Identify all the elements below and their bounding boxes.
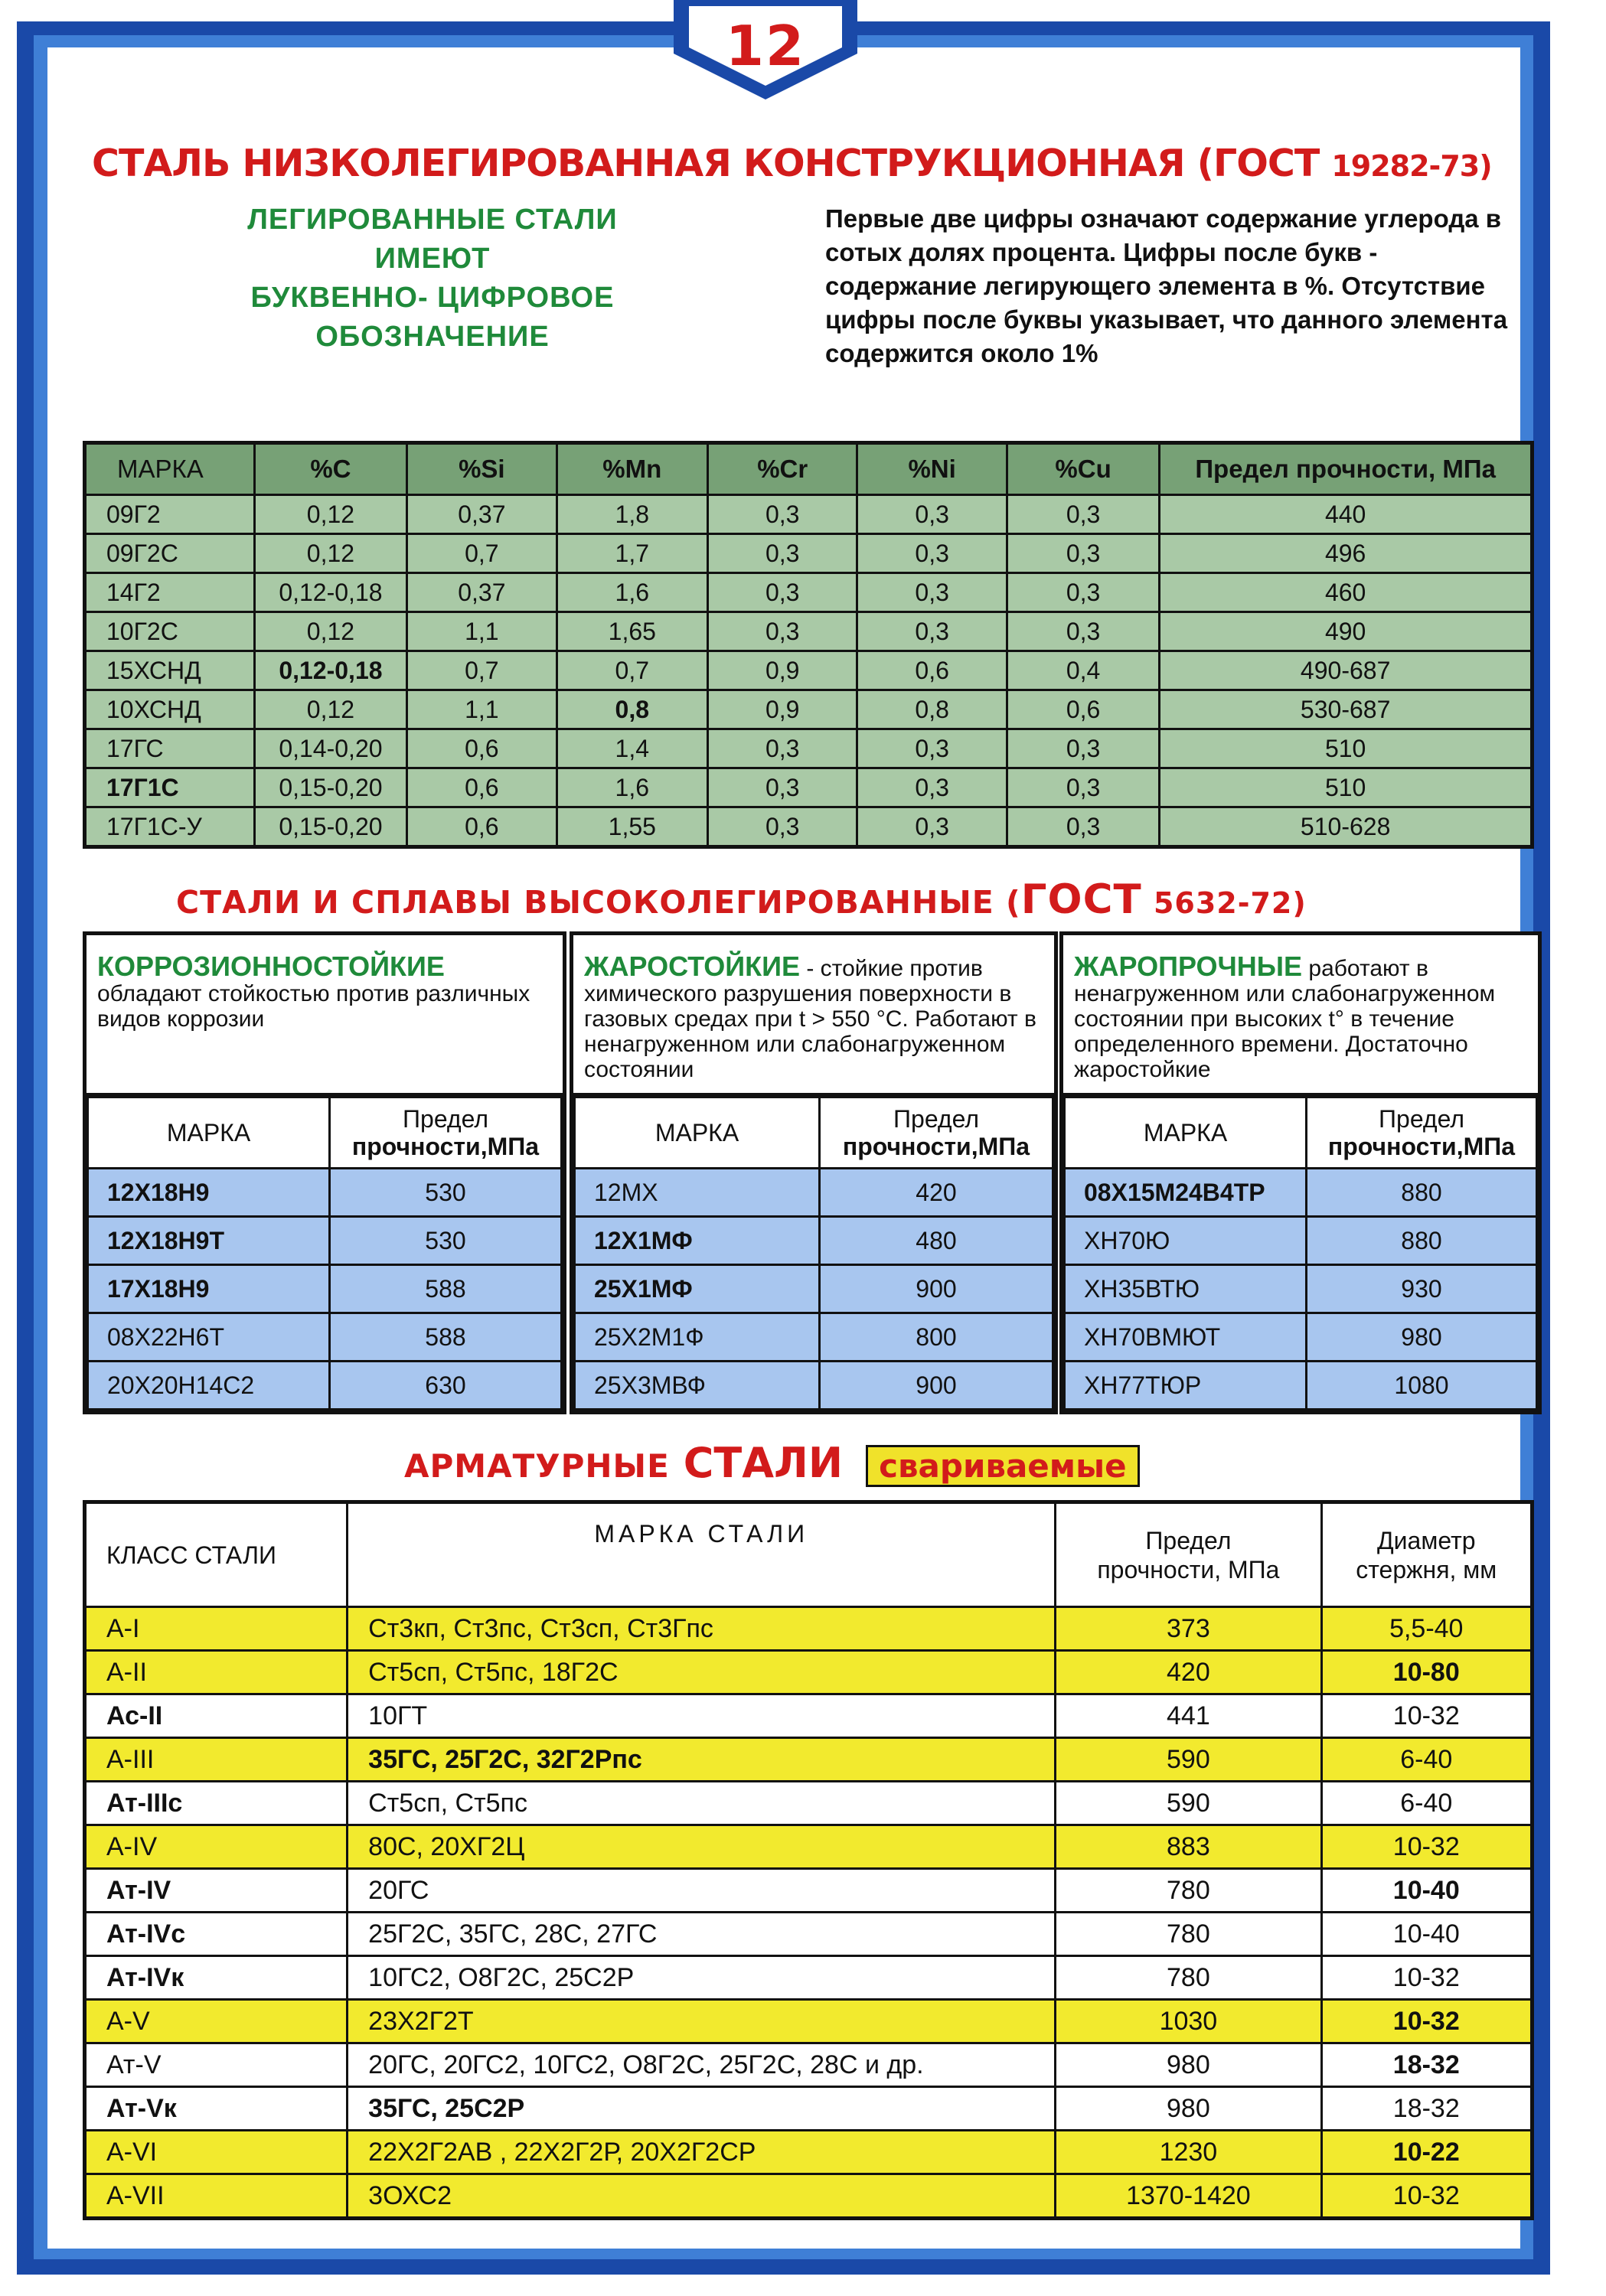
steel-class-cell: A-VI [85,2131,348,2174]
value-cell: 0,3 [857,534,1007,573]
strength-label-line1: Предел [403,1105,488,1133]
value-cell: 1,7 [557,534,707,573]
diameter-cell: 5,5-40 [1321,1607,1532,1651]
value-cell: 0,3 [708,768,857,807]
rebar-section-title [404,1439,1140,1487]
table-row [85,495,1533,534]
table-row [85,1651,1533,1694]
value-cell: 510 [1160,768,1533,807]
high-alloy-section-title [176,876,1606,923]
low-alloy-table-body [85,495,1533,847]
value-cell: 1,1 [407,690,557,729]
col-header: %Mn [557,443,707,495]
weldable-label: свариваемые [866,1445,1140,1487]
title-text: СТАЛЬ НИЗКОЛЕГИРОВАННАЯ КОНСТРУКЦИОННАЯ (ГОСТ [92,142,1320,185]
strength-cell: 900 [820,1265,1053,1313]
value-cell: 0,3 [857,612,1007,651]
steel-mark-cell: 12МХ [575,1169,820,1217]
col-header-diameter [1321,1502,1532,1607]
steel-mark-cell: ХН70Ю [1065,1217,1307,1265]
value-cell: 0,3 [708,612,857,651]
value-cell: 1,65 [557,612,707,651]
panel-keyword: ЖАРОСТОЙКИЕ [584,951,801,982]
corrosion-resistant-panel [83,931,566,1414]
steel-grade-cell: Ст5сп, Ст5пс [348,1782,1056,1825]
steel-grade-cell: 10ГТ [348,1694,1056,1738]
green-line: БУКВЕННО- ЦИФРОВОЕ [250,282,615,314]
panel-body [88,1169,562,1410]
value-cell: 0,37 [407,573,557,612]
diameter-cell: 6-40 [1321,1738,1532,1782]
steel-grade-cell: Ст3кп, Ст3пс, Ст3сп, Ст3Гпс [348,1607,1056,1651]
panel-header-row [1065,1097,1537,1169]
col-header-strength [1307,1097,1537,1169]
value-cell: 496 [1160,534,1533,573]
value-cell: 510 [1160,729,1533,768]
value-cell: 0,8 [557,690,707,729]
strength-cell: 530 [330,1217,562,1265]
value-cell: 0,37 [407,495,557,534]
value-cell: 0,12 [254,690,406,729]
steel-mark-cell: 09Г2 [85,495,255,534]
value-cell: 0,8 [857,690,1007,729]
strength-label-line1: Предел [893,1105,979,1133]
table-row [85,768,1533,807]
panel-description-text: - стойкие против химического разрушения поверхности в газовых средах при t > 550 °С. Работают в ненагруженном или слабонагруженном состоянии [584,956,1036,1082]
strength-cell: 880 [1307,1169,1537,1217]
low-alloy-steel-table [83,441,1534,849]
table-row [575,1313,1053,1362]
steel-mark-cell: 25Х1МФ [575,1265,820,1313]
table-row [85,1607,1533,1651]
value-cell: 0,4 [1007,651,1159,690]
steel-mark-cell: 14Г2 [85,573,255,612]
value-cell: 1,8 [557,495,707,534]
value-cell: 0,6 [857,651,1007,690]
col-header: Предел прочности, МПа [1160,443,1533,495]
green-line: ОБОЗНАЧЕНИЕ [315,321,550,353]
value-cell: 0,3 [708,573,857,612]
steel-grade-cell: 3ОХС2 [348,2174,1056,2219]
diameter-cell: 10-32 [1321,1694,1532,1738]
value-cell: 0,6 [407,768,557,807]
col-header-mark: МАРКА [88,1097,330,1169]
value-cell: 0,3 [857,573,1007,612]
strength-cell: 980 [1056,2087,1321,2131]
strength-cell: 588 [330,1265,562,1313]
table-row [88,1169,562,1217]
value-cell: 0,6 [407,807,557,847]
col-header: %Cu [1007,443,1159,495]
value-cell: 1,1 [407,612,557,651]
diameter-cell: 10-32 [1321,2000,1532,2043]
table-row [85,807,1533,847]
diameter-cell: 10-80 [1321,1651,1532,1694]
steel-class-cell: Ат-Vк [85,2087,348,2131]
strength-label-line2: прочности,МПа [842,1133,1030,1160]
designation-note: Первые две цифры означают содержание углерода в сотых долях процента. Цифры после букв - содержание легирующего элемента в %. Отсутствие цифры после буквы указывает, что данного элемента содержится около 1% [825,204,1508,367]
value-cell: 1,4 [557,729,707,768]
value-cell: 0,7 [557,651,707,690]
table-row [85,1913,1533,1956]
col-header-strength [820,1097,1053,1169]
table-row [575,1362,1053,1410]
table-row [85,651,1533,690]
table-row [85,1825,1533,1869]
panel-keyword: КОРРОЗИОННОСТОЙКИЕ [97,951,445,982]
panel-keyword: ЖАРОПРОЧНЫЕ [1074,951,1303,982]
strength-label-line2: прочности,МПа [351,1133,540,1160]
diameter-cell: 18-32 [1321,2087,1532,2131]
page-number: 12 [725,14,806,78]
value-cell: 0,3 [708,534,857,573]
title-gost-number: 19282-73) [1331,149,1492,183]
value-cell: 0,3 [708,807,857,847]
panel-body [1065,1169,1537,1410]
value-cell: 0,3 [1007,534,1159,573]
strength-label-line1: Предел [1379,1105,1464,1133]
steel-mark-cell: 09Г2С [85,534,255,573]
strength-cell: 530 [330,1169,562,1217]
value-cell: 460 [1160,573,1533,612]
strength-label-line2: прочности,МПа [1327,1133,1516,1160]
value-cell: 0,9 [708,690,857,729]
steel-mark-cell: ХН70ВМЮТ [1065,1313,1307,1362]
strength-cell: 590 [1056,1738,1321,1782]
strength-cell: 980 [1056,2043,1321,2087]
panel-description [1063,935,1538,1096]
panel-description [573,935,1054,1096]
diameter-cell: 18-32 [1321,2043,1532,2087]
value-cell: 440 [1160,495,1533,534]
table-row [85,2000,1533,2043]
strength-cell: 373 [1056,1607,1321,1651]
value-cell: 0,7 [407,651,557,690]
table-row [1065,1265,1537,1313]
table-row [85,729,1533,768]
value-cell: 0,6 [1007,690,1159,729]
steel-class-cell: A-VII [85,2174,348,2219]
strength-cell: 420 [820,1169,1053,1217]
value-cell: 0,9 [708,651,857,690]
steel-mark-cell: 17Г1С-У [85,807,255,847]
col-header: %Ni [857,443,1007,495]
col-header: МАРКА [85,443,255,495]
steel-mark-cell: 17Г1С [85,768,255,807]
table-row [575,1169,1053,1217]
strength-cell: 588 [330,1313,562,1362]
table-row [575,1265,1053,1313]
steel-class-cell: Ат-V [85,2043,348,2087]
table-row [85,1694,1533,1738]
value-cell: 0,3 [1007,768,1159,807]
steel-grade-cell: 20ГС, 20ГС2, 10ГС2, О8Г2С, 25Г2С, 28С и др. [348,2043,1056,2087]
diameter-cell: 10-32 [1321,1825,1532,1869]
rebar-title-b: СТАЛИ [683,1439,844,1487]
value-cell: 530-687 [1160,690,1533,729]
strength-label-line1: Предел [1145,1526,1232,1554]
value-cell: 0,3 [1007,807,1159,847]
value-cell: 510-628 [1160,807,1533,847]
page-title [92,142,1546,185]
green-line: ИМЕЮТ [374,243,491,275]
strength-label-line2: прочности, МПа [1097,1555,1280,1583]
steel-mark-cell: 12Х18Н9Т [88,1217,330,1265]
steel-class-cell: Ат-IV [85,1869,348,1913]
steel-class-cell: Ат-IIIc [85,1782,348,1825]
col-header-mark: МАРКА [575,1097,820,1169]
table-row [88,1362,562,1410]
steel-mark-cell: 17Х18Н9 [88,1265,330,1313]
steel-mark-cell: ХН35ВТЮ [1065,1265,1307,1313]
value-cell: 0,15-0,20 [254,768,406,807]
table-row [88,1265,562,1313]
diameter-cell: 10-40 [1321,1913,1532,1956]
diameter-label-line1: Диаметр [1377,1526,1476,1554]
steel-mark-cell: 08Х22Н6Т [88,1313,330,1362]
value-cell: 0,3 [708,729,857,768]
table-row [85,1738,1533,1782]
value-cell: 0,12-0,18 [254,651,406,690]
diameter-cell: 10-40 [1321,1869,1532,1913]
table-row [85,2174,1533,2219]
value-cell: 1,6 [557,573,707,612]
table-row [85,2131,1533,2174]
strength-cell: 1370-1420 [1056,2174,1321,2219]
steel-mark-cell: 10ХСНД [85,690,255,729]
col-header-class: КЛАСС СТАЛИ [85,1502,348,1607]
diameter-cell: 10-32 [1321,1956,1532,2000]
steel-grade-cell: 10ГС2, О8Г2С, 25С2Р [348,1956,1056,2000]
value-cell: 0,12 [254,612,406,651]
strength-cell: 441 [1056,1694,1321,1738]
strength-cell: 883 [1056,1825,1321,1869]
steel-grade-cell: 35ГС, 25Г2С, 32Г2Рпс [348,1738,1056,1782]
value-cell: 0,3 [857,729,1007,768]
table-row [85,1956,1533,2000]
section2-title-number: 5632-72) [1153,886,1307,920]
strength-cell: 930 [1307,1265,1537,1313]
green-line: ЛЕГИРОВАННЫЕ СТАЛИ [247,204,618,236]
strength-cell: 780 [1056,1913,1321,1956]
value-cell: 0,14-0,20 [254,729,406,768]
steel-grade-cell: 25Г2С, 35ГС, 28С, 27ГС [348,1913,1056,1956]
value-cell: 1,6 [557,768,707,807]
value-cell: 0,3 [857,768,1007,807]
value-cell: 0,3 [708,495,857,534]
panel-description [87,935,563,1096]
steel-mark-cell: 12Х1МФ [575,1217,820,1265]
steel-mark-cell: 10Г2С [85,612,255,651]
table-row [1065,1169,1537,1217]
table-row [88,1313,562,1362]
table-row [1065,1313,1537,1362]
strength-cell: 880 [1307,1217,1537,1265]
col-header: %C [254,443,406,495]
steel-mark-cell: 25Х2М1Ф [575,1313,820,1362]
alloy-designation-heading [184,201,681,357]
steel-mark-cell: 15ХСНД [85,651,255,690]
steel-grade-cell: 23Х2Г2Т [348,2000,1056,2043]
rebar-header-row [85,1502,1533,1607]
steel-class-cell: Ат-IVc [85,1913,348,1956]
steel-class-cell: A-II [85,1651,348,1694]
table-row [85,573,1533,612]
steel-grade-cell: 80С, 20ХГ2Ц [348,1825,1056,1869]
table-row [85,690,1533,729]
strength-cell: 900 [820,1362,1053,1410]
strength-cell: 480 [820,1217,1053,1265]
steel-mark-cell: 08Х15М24В4ТР [1065,1169,1307,1217]
value-cell: 0,6 [407,729,557,768]
heat-resistant-panel [570,931,1058,1414]
steel-mark-cell: 12Х18Н9 [88,1169,330,1217]
panel-header-row [88,1097,562,1169]
panel-table [1063,1096,1538,1411]
steel-class-cell: A-V [85,2000,348,2043]
rebar-title-a: АРМАТУРНЫЕ [404,1447,670,1485]
table-row [85,2087,1533,2131]
col-header-strength [330,1097,562,1169]
value-cell: 0,3 [857,807,1007,847]
diameter-label-line2: стержня, мм [1356,1555,1497,1583]
table-row [85,1869,1533,1913]
strength-cell: 800 [820,1313,1053,1362]
steel-class-cell: Ас-II [85,1694,348,1738]
value-cell: 0,12 [254,534,406,573]
panel-body [575,1169,1053,1410]
section2-title-gost: ГОСТ [1020,876,1142,923]
value-cell: 0,3 [1007,495,1159,534]
diameter-cell: 6-40 [1321,1782,1532,1825]
panel-description-text: работают в ненагруженном или слабонагруженном состоянии при высоких t° в течение определенного времени. Достаточно жаростойкие [1074,956,1496,1082]
strength-cell: 630 [330,1362,562,1410]
col-header-mark: МАРКА [1065,1097,1307,1169]
steel-class-cell: Ат-IVк [85,1956,348,2000]
steel-mark-cell: 17ГС [85,729,255,768]
diameter-cell: 10-22 [1321,2131,1532,2174]
value-cell: 0,12-0,18 [254,573,406,612]
steel-grade-cell: 35ГС, 25С2Р [348,2087,1056,2131]
value-cell: 490 [1160,612,1533,651]
panel-header-row [575,1097,1053,1169]
table-header-row [85,443,1533,495]
table-row [575,1217,1053,1265]
rebar-table-body [85,1607,1533,2219]
strength-cell: 1230 [1056,2131,1321,2174]
steel-mark-cell: 25Х3МВФ [575,1362,820,1410]
strength-cell: 420 [1056,1651,1321,1694]
panel-description-text: обладают стойкостью против различных видов коррозии [97,981,530,1032]
value-cell: 0,3 [1007,612,1159,651]
steel-grade-cell: Ст5сп, Ст5пс, 18Г2С [348,1651,1056,1694]
value-cell: 490-687 [1160,651,1533,690]
table-row [88,1217,562,1265]
strength-cell: 590 [1056,1782,1321,1825]
steel-grade-cell: 22Х2Г2АВ , 22Х2Г2Р, 20Х2Г2СР [348,2131,1056,2174]
value-cell: 0,15-0,20 [254,807,406,847]
steel-mark-cell: 20Х20Н14С2 [88,1362,330,1410]
panel-table [573,1096,1054,1411]
steel-class-cell: A-III [85,1738,348,1782]
diameter-cell: 10-32 [1321,2174,1532,2219]
page-number-badge [674,0,857,99]
table-row [85,612,1533,651]
col-header: %Si [407,443,557,495]
table-row [1065,1217,1537,1265]
strength-cell: 1080 [1307,1362,1537,1410]
steel-class-cell: A-IV [85,1825,348,1869]
steel-mark-cell: ХН77ТЮР [1065,1362,1307,1410]
section2-title-text: СТАЛИ И СПЛАВЫ ВЫСОКОЛЕГИРОВАННЫЕ ( [176,884,1021,921]
col-header-grade: МАРКА СТАЛИ [348,1502,1056,1607]
value-cell: 1,55 [557,807,707,847]
value-cell: 0,3 [1007,573,1159,612]
table-row [1065,1362,1537,1410]
rebar-steel-table [83,1500,1534,2220]
table-row [85,1782,1533,1825]
value-cell: 0,3 [857,495,1007,534]
steel-class-cell: A-I [85,1607,348,1651]
value-cell: 0,7 [407,534,557,573]
creep-resistant-panel [1059,931,1542,1414]
value-cell: 0,12 [254,495,406,534]
value-cell: 0,3 [1007,729,1159,768]
col-header: %Cr [708,443,857,495]
strength-cell: 780 [1056,1956,1321,2000]
table-row [85,2043,1533,2087]
col-header-strength [1056,1502,1321,1607]
strength-cell: 980 [1307,1313,1537,1362]
strength-cell: 780 [1056,1869,1321,1913]
panel-table [87,1096,563,1411]
strength-cell: 1030 [1056,2000,1321,2043]
steel-grade-cell: 20ГС [348,1869,1056,1913]
table-row [85,534,1533,573]
